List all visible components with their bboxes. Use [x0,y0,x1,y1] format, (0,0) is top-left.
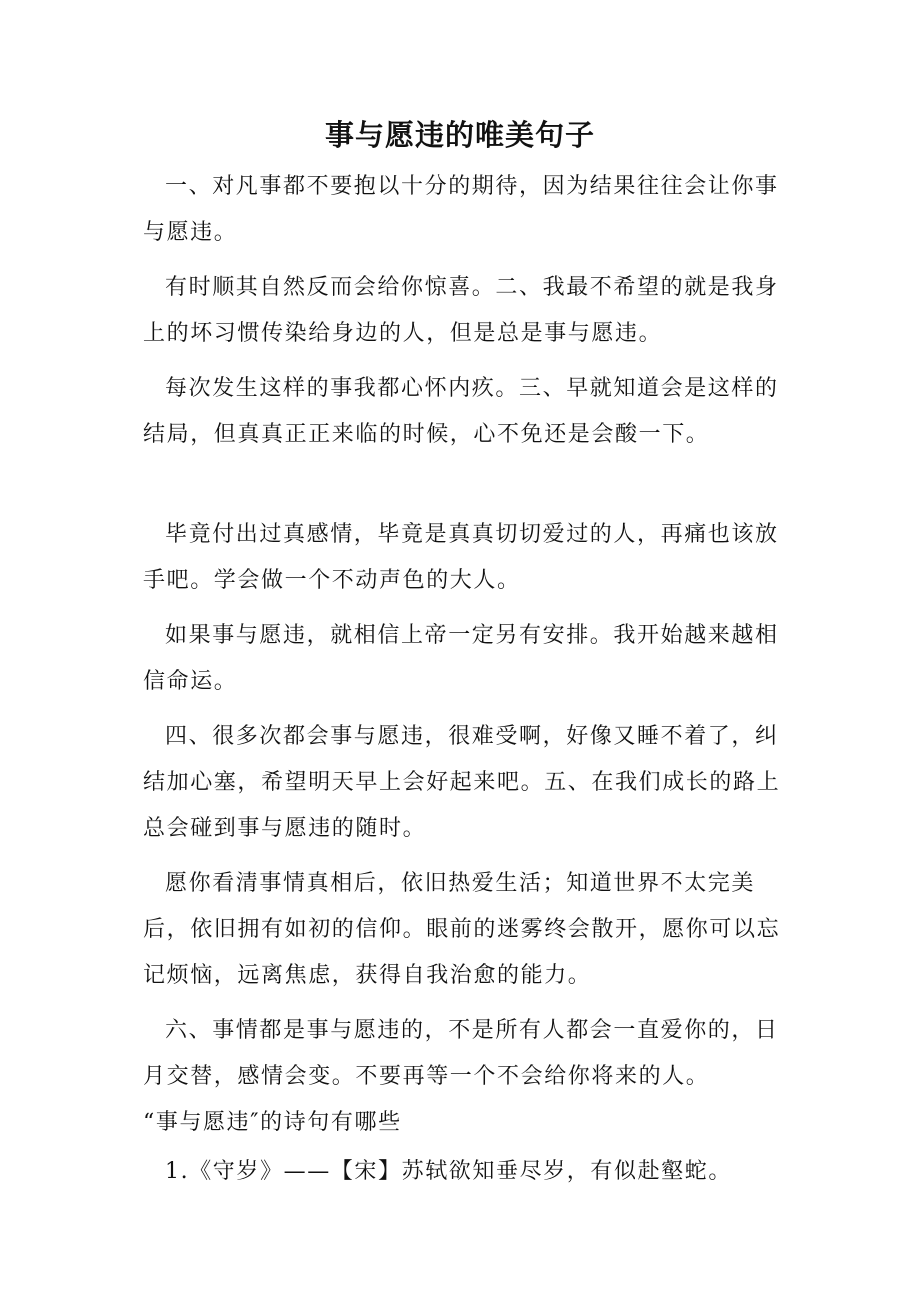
paragraph-4: 毕竟付出过真感情，毕竟是真真切切爱过的人，再痛也该放手吧。学会做一个不动声色的大人。 [143,522,779,593]
poem-item-1: 1.《守岁》——【宋】苏轼欲知垂尽岁，有似赴壑蛇。 [165,1159,732,1184]
paragraph-3: 每次发生这样的事我都心怀内疚。三、早就知道会是这样的结局，但真真正正来临的时候，心不免还是会酸一下。 [143,376,779,447]
paragraph-1: 一、对凡事都不要抱以十分的期待，因为结果往往会让你事与愿违。 [143,174,779,245]
paragraph-5: 如果事与愿违，就相信上帝一定另有安排。我开始越来越相信命运。 [143,623,779,694]
paragraph-7: 愿你看清事情真相后，依旧热爱生活；知道世界不太完美后，依旧拥有如初的信仰。眼前的迷雾终会散开，愿你可以忘记烦恼，远离焦虑，获得自我治愈的能力。 [143,871,781,988]
paragraph-2: 有时顺其自然反而会给你惊喜。二、我最不希望的就是我身上的坏习惯传染给身边的人，但是总是事与愿违。 [143,275,779,346]
paragraph-8: 六、事情都是事与愿违的，不是所有人都会一直爱你的，日月交替，感情会变。不要再等一个不会给你将来的人。 [143,1018,779,1089]
section-heading-poems: “事与愿违″的诗句有哪些 [143,1110,402,1135]
document-title: 事与愿违的唯美句子 [324,118,595,152]
paragraph-6: 四、很多次都会事与愿违，很难受啊，好像又睡不着了，纠结加心塞，希望明天早上会好起来吧。五、在我们成长的路上总会碰到事与愿违的随时。 [143,724,781,841]
document-body [143,164,783,1204]
